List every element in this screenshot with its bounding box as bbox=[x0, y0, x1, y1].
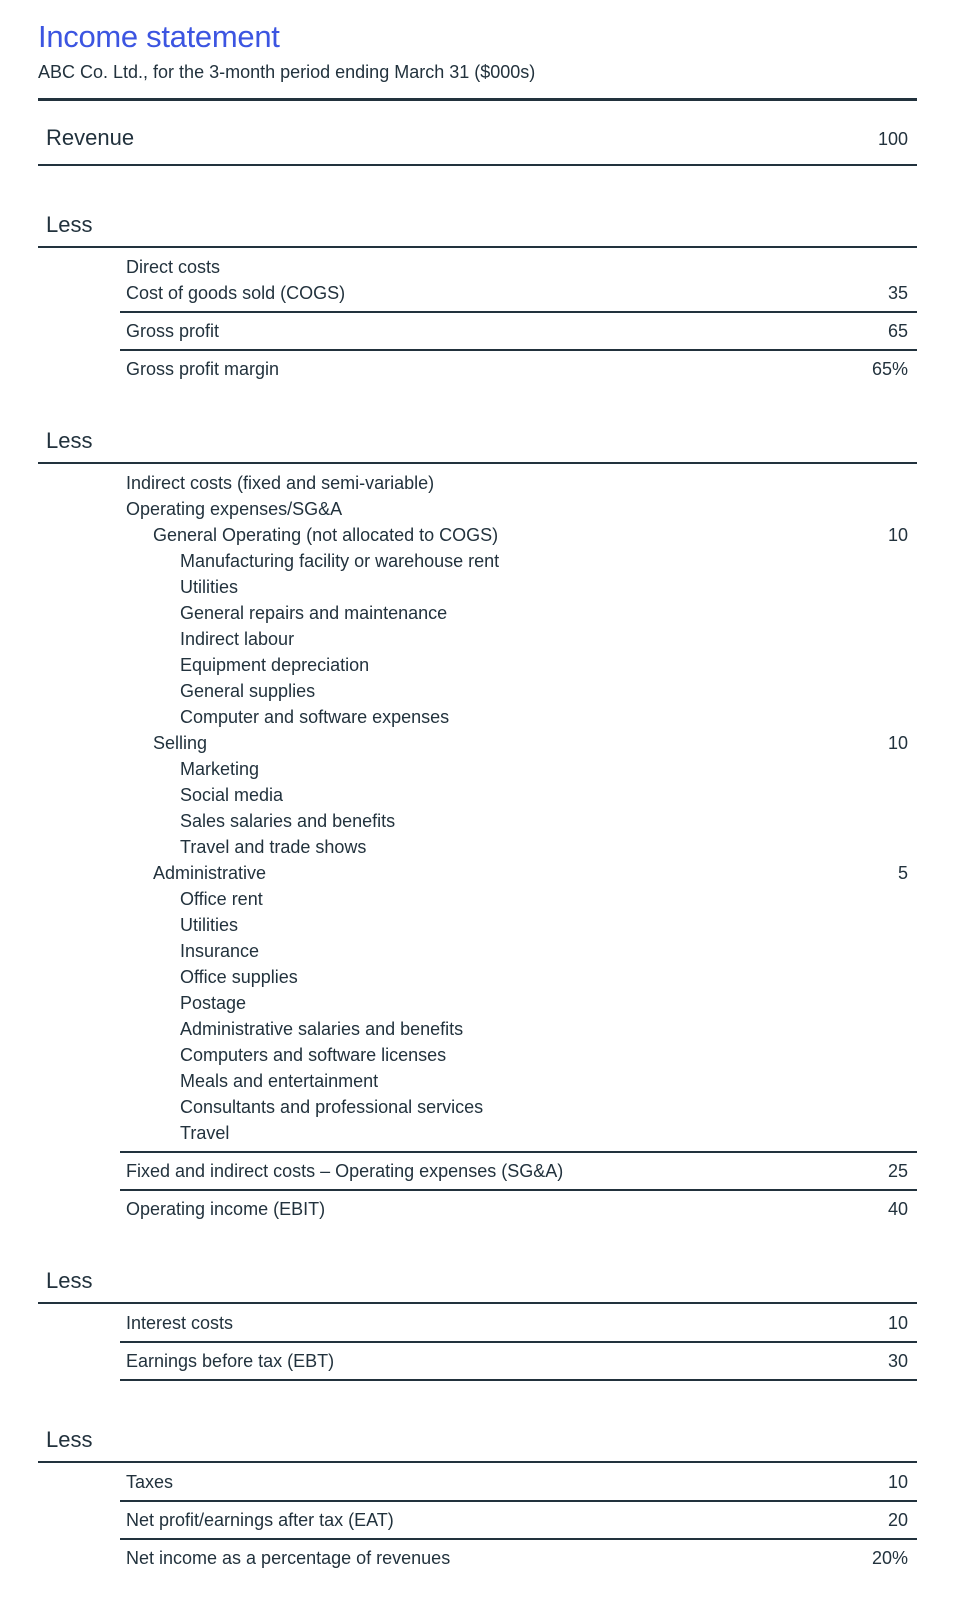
line-item-label: Net income as a percentage of revenues bbox=[126, 1548, 451, 1568]
line-item-row bbox=[120, 912, 917, 938]
line-item-label: Marketing bbox=[180, 759, 260, 779]
line-item-label: Earnings before tax (EBT) bbox=[126, 1351, 335, 1371]
page-title: Income statement bbox=[38, 19, 280, 54]
line-item-label: Utilities bbox=[180, 915, 239, 935]
line-item-value: 10 bbox=[887, 525, 908, 545]
line-item-row bbox=[120, 834, 917, 860]
line-item-label: Operating income (EBIT) bbox=[126, 1199, 326, 1219]
section-rows bbox=[120, 464, 917, 1222]
line-item-row bbox=[120, 756, 917, 782]
line-item-row bbox=[120, 1068, 917, 1094]
line-item-row bbox=[120, 1343, 917, 1381]
line-item-label: Administrative salaries and benefits bbox=[180, 1019, 464, 1039]
line-item-label: Postage bbox=[180, 993, 247, 1013]
line-item-row bbox=[120, 964, 917, 990]
sections-container bbox=[38, 212, 917, 1571]
line-item-row bbox=[120, 574, 917, 600]
line-item-label: Indirect costs (fixed and semi-variable) bbox=[126, 473, 435, 493]
line-item-row bbox=[120, 1502, 917, 1540]
line-item-label: General Operating (not allocated to COGS) bbox=[153, 525, 499, 545]
line-item-row bbox=[120, 938, 917, 964]
line-item-row bbox=[120, 313, 917, 351]
line-item-label: Manufacturing facility or warehouse rent bbox=[180, 551, 500, 571]
less-section bbox=[38, 428, 917, 1222]
line-item-value: 20% bbox=[871, 1548, 908, 1568]
line-item-row bbox=[120, 548, 917, 574]
line-item-label: Selling bbox=[153, 733, 208, 753]
line-item-label: Insurance bbox=[180, 941, 260, 961]
line-item-value: 5 bbox=[897, 863, 908, 883]
line-item-row bbox=[120, 730, 917, 756]
line-item-label: Fixed and indirect costs – Operating expenses (SG&A) bbox=[126, 1161, 564, 1181]
line-item-row bbox=[120, 1016, 917, 1042]
line-item-row bbox=[120, 704, 917, 730]
line-item-label: Indirect labour bbox=[180, 629, 295, 649]
line-item-label: Computer and software expenses bbox=[180, 707, 450, 727]
line-item-row bbox=[120, 990, 917, 1016]
line-item-value: 10 bbox=[887, 1472, 908, 1492]
line-item-row bbox=[120, 886, 917, 912]
line-item-label: Social media bbox=[180, 785, 284, 805]
line-item-row bbox=[120, 782, 917, 808]
section-header: Less bbox=[38, 1268, 917, 1304]
line-item-label: Travel and trade shows bbox=[180, 837, 367, 857]
line-item-row bbox=[120, 496, 917, 522]
line-item-row bbox=[120, 652, 917, 678]
line-item-value: 30 bbox=[887, 1351, 908, 1371]
line-item-row bbox=[120, 1120, 917, 1153]
line-item-label: Office supplies bbox=[180, 967, 298, 987]
line-item-row bbox=[120, 860, 917, 886]
line-item-label: Sales salaries and benefits bbox=[180, 811, 396, 831]
less-section bbox=[38, 1268, 917, 1381]
line-item-label: Operating expenses/SG&A bbox=[126, 499, 343, 519]
line-item-row bbox=[120, 626, 917, 652]
page-subtitle: ABC Co. Ltd., for the 3-month period ending March 31 ($000s) bbox=[38, 62, 536, 82]
line-item-row bbox=[120, 808, 917, 834]
line-item-label: General repairs and maintenance bbox=[180, 603, 448, 623]
line-item-row bbox=[120, 248, 917, 280]
line-item-value: 40 bbox=[887, 1199, 908, 1219]
line-item-row bbox=[120, 1042, 917, 1068]
line-item-row bbox=[120, 1304, 917, 1343]
line-item-value: 65 bbox=[887, 321, 908, 341]
section-header: Less bbox=[38, 1427, 917, 1463]
line-item-value: 35 bbox=[887, 283, 908, 303]
line-item-row bbox=[120, 1153, 917, 1191]
line-item-label: Meals and entertainment bbox=[180, 1071, 379, 1091]
line-item-row bbox=[120, 600, 917, 626]
line-item-label: Taxes bbox=[126, 1472, 174, 1492]
line-item-row bbox=[120, 280, 917, 313]
line-item-value: 20 bbox=[887, 1510, 908, 1530]
line-item-label: Computers and software licenses bbox=[180, 1045, 447, 1065]
line-item-label: Direct costs bbox=[126, 257, 221, 277]
revenue-label: Revenue bbox=[46, 125, 135, 150]
line-item-row bbox=[120, 351, 917, 382]
line-item-label: Equipment depreciation bbox=[180, 655, 370, 675]
revenue-value: 100 bbox=[877, 129, 908, 149]
line-item-label: Gross profit margin bbox=[126, 359, 280, 379]
line-item-row bbox=[120, 678, 917, 704]
line-item-label: Gross profit bbox=[126, 321, 220, 341]
line-item-row bbox=[120, 522, 917, 548]
line-item-label: Utilities bbox=[180, 577, 239, 597]
line-item-label: Travel bbox=[180, 1123, 230, 1143]
section-header: Less bbox=[38, 428, 917, 464]
line-item-value: 10 bbox=[887, 1313, 908, 1333]
line-item-value: 65% bbox=[871, 359, 908, 379]
line-item-row bbox=[120, 1094, 917, 1120]
less-section bbox=[38, 1427, 917, 1571]
section-header: Less bbox=[38, 212, 917, 248]
line-item-label: General supplies bbox=[180, 681, 316, 701]
line-item-label: Office rent bbox=[180, 889, 263, 909]
revenue-row bbox=[38, 101, 917, 166]
line-item-value: 10 bbox=[887, 733, 908, 753]
line-item-label: Consultants and professional services bbox=[180, 1097, 484, 1117]
section-rows bbox=[120, 1463, 917, 1571]
line-item-label: Interest costs bbox=[126, 1313, 234, 1333]
section-rows bbox=[120, 248, 917, 382]
line-item-label: Cost of goods sold (COGS) bbox=[126, 283, 346, 303]
line-item-label: Net profit/earnings after tax (EAT) bbox=[126, 1510, 394, 1530]
less-section bbox=[38, 212, 917, 382]
line-item-label: Administrative bbox=[153, 863, 267, 883]
section-rows bbox=[120, 1304, 917, 1381]
line-item-value: 25 bbox=[887, 1161, 908, 1181]
line-item-row bbox=[120, 1463, 917, 1502]
line-item-row bbox=[120, 464, 917, 496]
line-item-row bbox=[120, 1191, 917, 1222]
line-item-row bbox=[120, 1540, 917, 1571]
